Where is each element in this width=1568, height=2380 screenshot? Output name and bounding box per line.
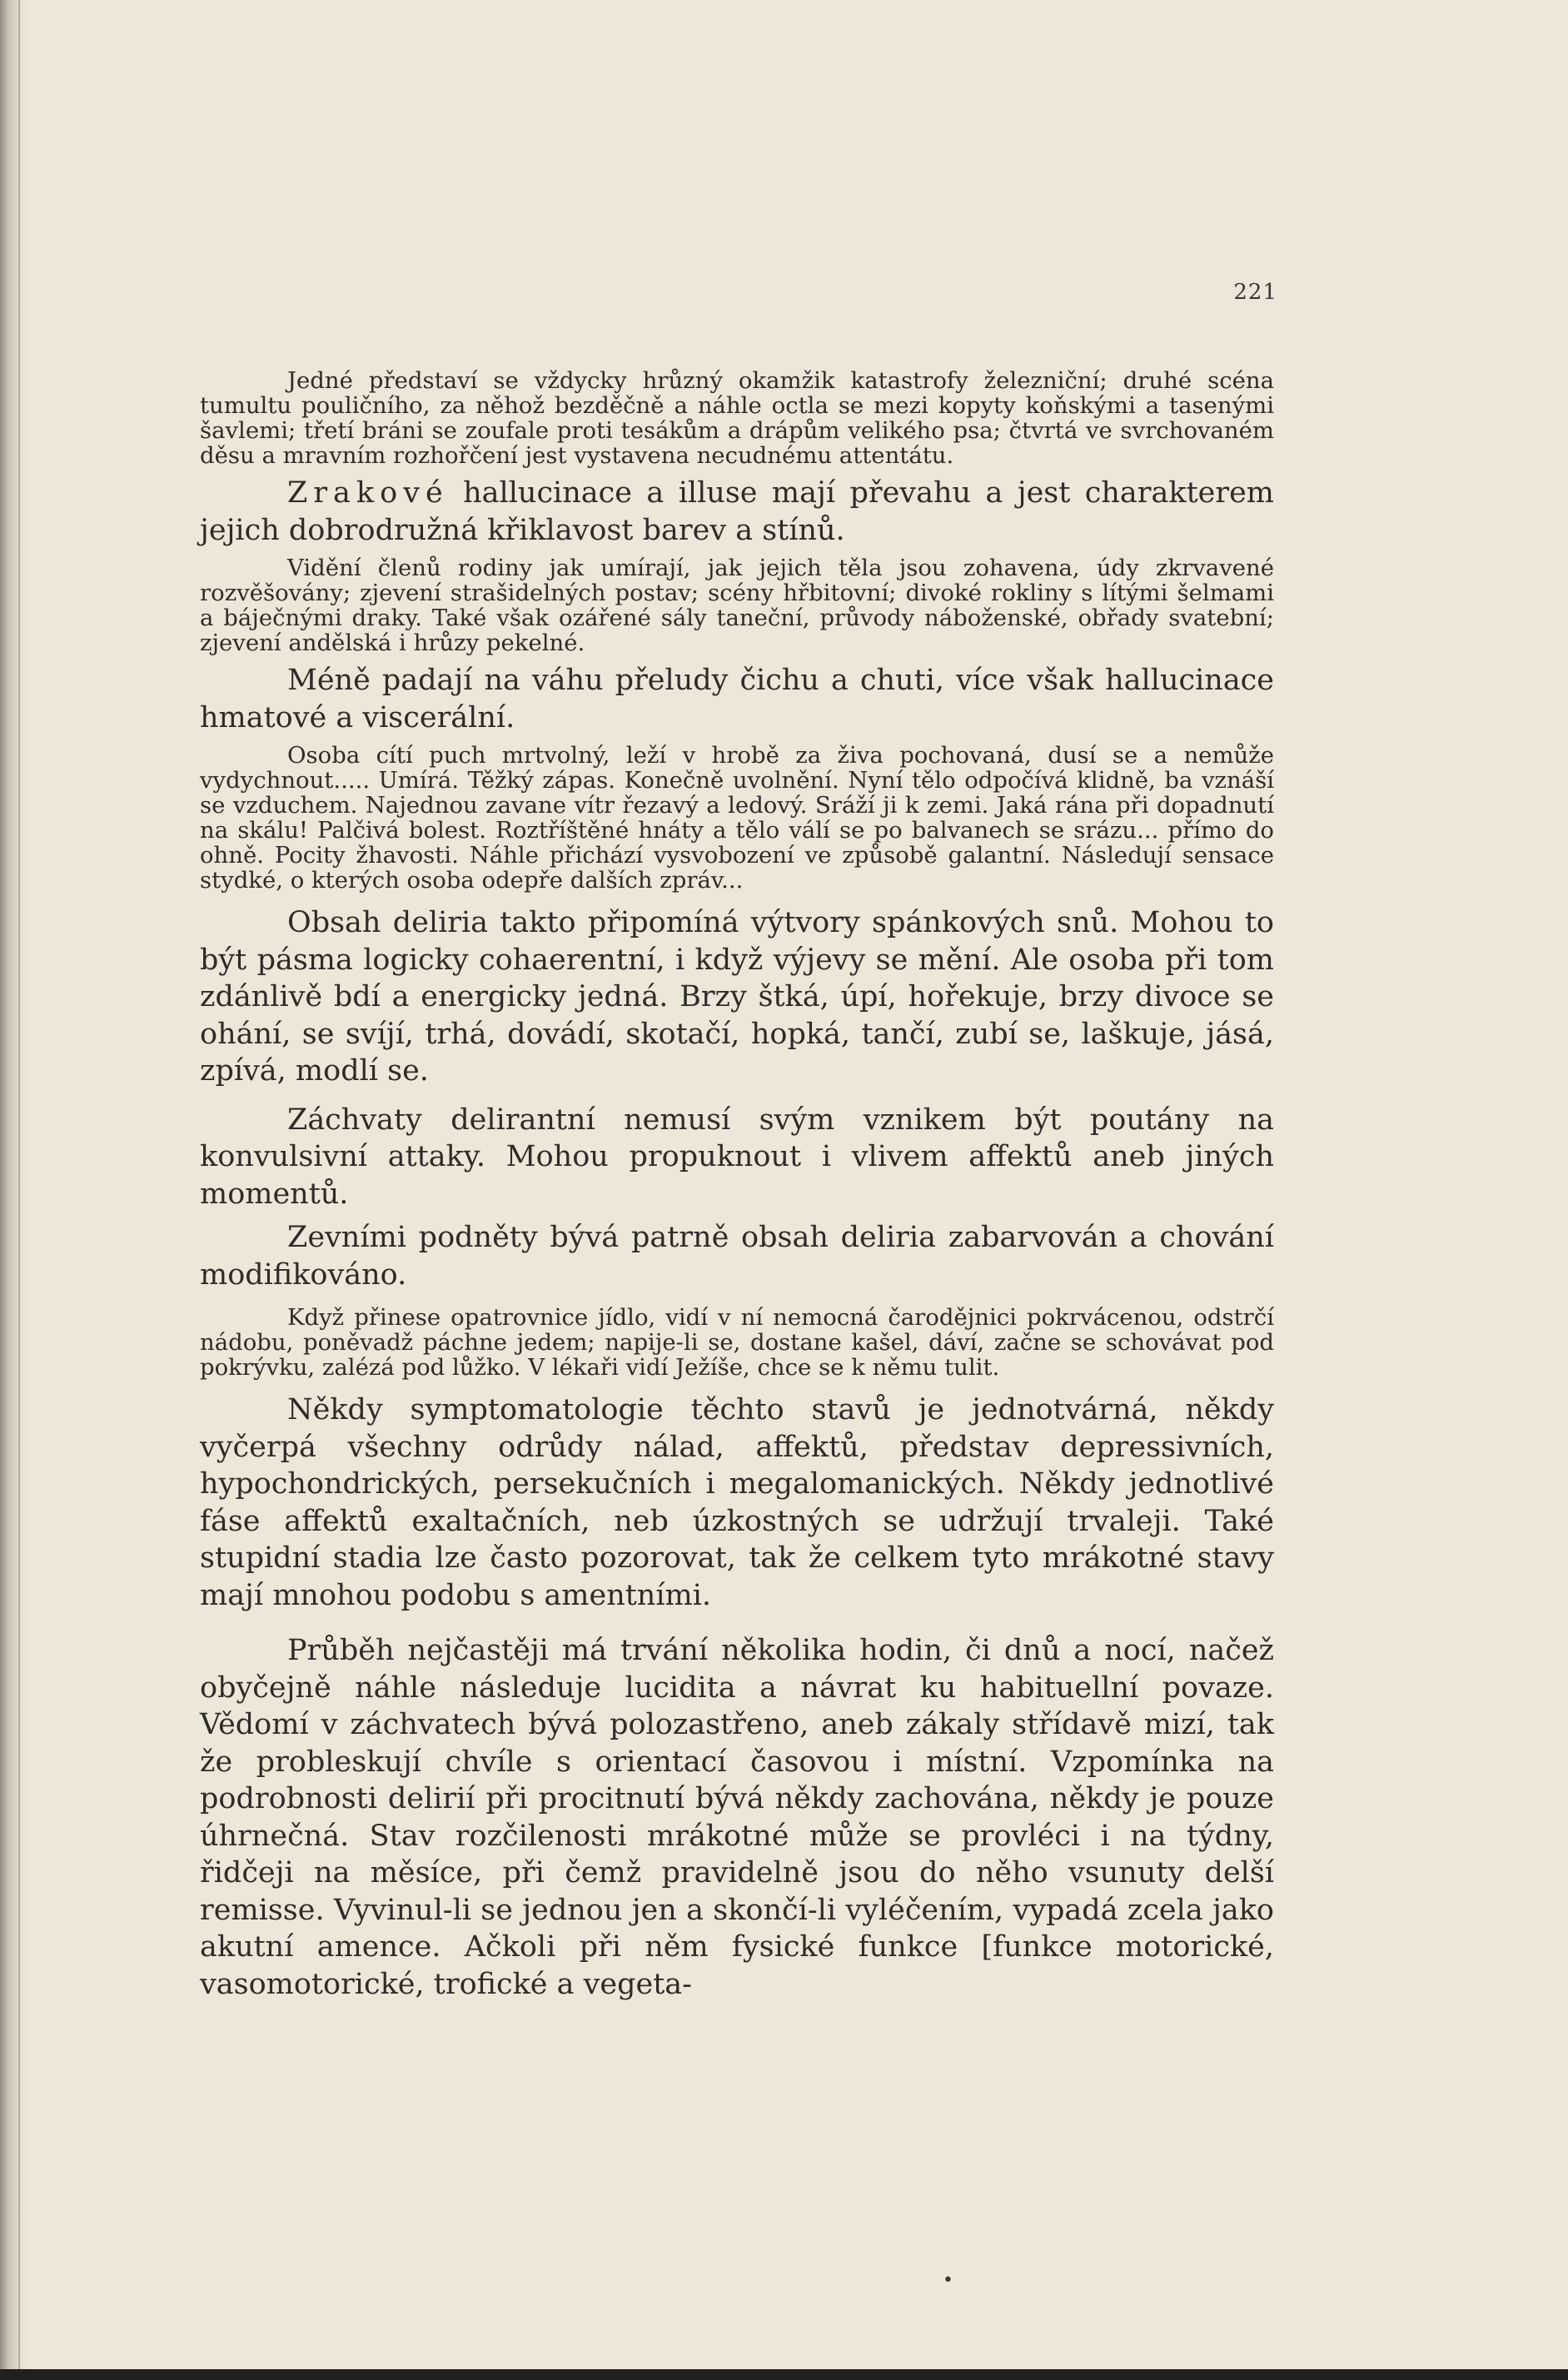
paragraph-visions-examples: Vidění členů rodiny jak umírají, jak jejich těla jsou zohavena, údy zkrvavené rozvěšovány; zjevení strašidelných postav; scény hřbitovní; divoké rokliny s lítými šelmami a báječnými draky. Také však ozářené sály taneční, průvody náboženské, obřady svatební; zjevení andělská i hrůzy pekelné. (200, 555, 1274, 656)
scan-bottom-edge (0, 2369, 1568, 2380)
paragraph-symptomatology: Někdy symptomatologie těchto stavů je jednotvárná, někdy vyčerpá všechny odrůdy nálad, affektů, představ depressivních, hypochondrických, persekučních i megalomanických. Někdy jednotlivé fáse affektů exaltačních, neb úzkostných se udržují trvaleji. Také stupidní stadia lze často pozorovat, tak že celkem tyto mrákotné stavy mají mnohou podobu s amentními. (200, 1393, 1274, 1612)
body-text (200, 368, 1274, 2003)
page-number: 221 (1233, 280, 1277, 305)
paragraph-nurse-example: Když přinese opatrovnice jídlo, vidí v ní nemocná čarodějnici pokrvácenou, odstrčí nádobu, poněvadž páchne jedem; napije-li se, dostane kašel, dáví, začne se schovávat pod pokrývku, zalézá pod lůžko. V lékaři vidí Ježíše, chce se k němu tulit. (200, 1304, 1274, 1381)
paragraph-delirant-attacks: Záchvaty delirantní nemusí svým vznikem být poutány na konvulsivní attaky. Mohou propuknout i vlivem affektů aneb jiných momentů. (200, 1103, 1274, 1211)
binding-gutter-line (18, 0, 20, 2380)
paragraph-tactile-example: Osoba cítí puch mrtvolný, leží v hrobě za živa pochovaná, dusí se a nemůže vydychnout..... Umírá. Těžký zápas. Konečně uvolnění. Nyní tělo odpočívá klidně, ba vznáší se vzduchem. Najednou zavane vítr řezavý a ledový. Sráží ji k zemi. Jaká rána při dopadnutí na skálu! Palčivá bolest. Roztříštěné hnáty a tělo válí se po balvanech se srázu... přímo do ohně. Pocity žhavosti. Náhle přichází vysvobození ve způsobě galantní. Následují sensace stydké, o kterých osoba odepře dalších zpráv... (200, 742, 1274, 894)
paragraph-case-descriptions: Jedné představí se vždycky hrůzný okamžik katastrofy železniční; druhé scéna tumultu pouličního, za něhož bezděčně a náhle octla se mezi kopyty koňskými a tasenými šavlemi; třetí bráni se zoufale proti tesákům a drápům velikého psa; čtvrtá ve svrchovaném děsu a mravním rozhořčení jest vystavena necudnému attentátu. (200, 367, 1274, 469)
emphasized-term: Zrakové (287, 476, 449, 510)
paragraph-visual-hallucinations (200, 475, 1274, 549)
paragraph-course: Průběh nejčastěji má trvání několika hodin, či dnů a nocí, načež obyčejně náhle následuje lucidita a návrat ku habituellní povaze. Vědomí v záchvatech bývá polozastřeno, aneb zákaly střídavě mizí, tak že probleskují chvíle s orientací časovou i místní. Vzpomínka na podrobnosti delirií při procitnutí bývá někdy zachována, někdy je pouze úhrnečná. Stav rozčilenosti mrákotné může se provléci i na týdny, řidčeji na měsíce, při čemž pravidelně jsou do něho vsunuty delší remisse. Vyvinul-li se jednou jen a skončí-li vyléčením, vypadá zcela jako akutní amence. Ačkoli při něm fysické funkce [funkce motorické, vasomotorické, trofické a vegeta- (200, 1634, 1274, 2001)
paragraph-delirium-content: Obsah deliria takto připomíná výtvory spánkových snů. Mohou to být pásma logicky cohaerentní, i když výjevy se mění. Ale osoba při tom zdánlivě bdí a energicky jedná. Brzy štká, úpí, hořekuje, brzy divoce se ohání, se svíjí, trhá, dovádí, skotačí, hopká, tančí, zubí se, laškuje, jásá, zpívá, modlí se. (200, 906, 1274, 1088)
paragraph-external-stimuli: Zevními podněty bývá patrně obsah deliria zabarvován a chování modifikováno. (200, 1221, 1274, 1292)
paragraph-smell-taste: Méně padají na váhu přeludy čichu a chuti, více však hallucinace hmatové a viscerální. (200, 664, 1274, 734)
page-binding-shadow (0, 0, 30, 2380)
paragraph-text: hallucinace a illuse mají převahu a jest charakterem jejich dobrodružná křiklavost barev a stínů. (200, 476, 1274, 547)
footer-mark: • (943, 2270, 953, 2291)
